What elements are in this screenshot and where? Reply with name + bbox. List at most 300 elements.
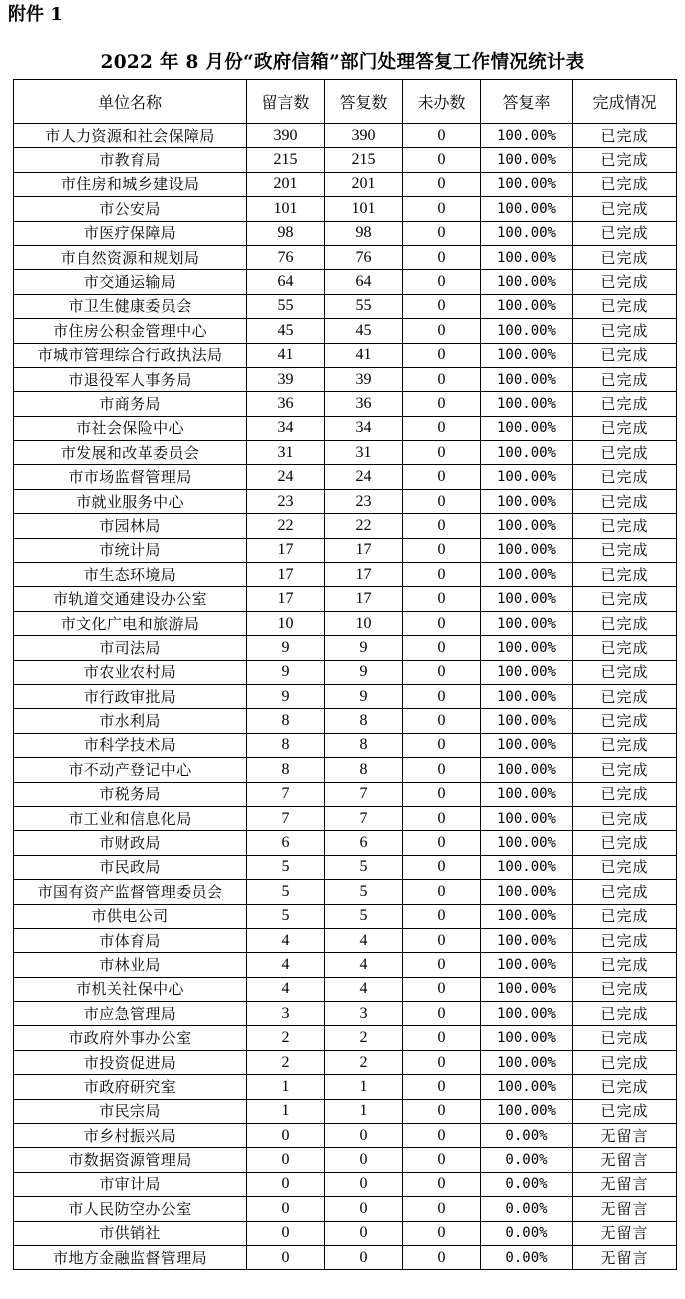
cell-unit-name: 市应急管理局 (14, 1002, 247, 1026)
cell-reply-rate: 100.00% (481, 928, 573, 952)
cell-pending-count: 0 (403, 245, 481, 269)
cell-status: 已完成 (573, 416, 677, 440)
cell-pending-count: 0 (403, 709, 481, 733)
cell-unit-name: 市财政局 (14, 831, 247, 855)
cell-reply-rate: 100.00% (481, 538, 573, 562)
cell-reply-rate: 100.00% (481, 465, 573, 489)
cell-pending-count: 0 (403, 855, 481, 879)
cell-pending-count: 0 (403, 343, 481, 367)
cell-message-count: 22 (247, 514, 325, 538)
cell-reply-count: 0 (325, 1148, 403, 1172)
cell-reply-count: 55 (325, 294, 403, 318)
cell-reply-count: 9 (325, 636, 403, 660)
table-row (14, 416, 677, 440)
cell-message-count: 6 (247, 831, 325, 855)
table-row (14, 319, 677, 343)
cell-reply-count: 8 (325, 758, 403, 782)
cell-reply-rate: 100.00% (481, 416, 573, 440)
cell-status: 无留言 (573, 1124, 677, 1148)
cell-pending-count: 0 (403, 1099, 481, 1123)
cell-unit-name: 市国有资产监督管理委员会 (14, 880, 247, 904)
table-row (14, 563, 677, 587)
cell-message-count: 5 (247, 855, 325, 879)
cell-reply-count: 39 (325, 367, 403, 391)
cell-pending-count: 0 (403, 733, 481, 757)
cell-reply-rate: 100.00% (481, 245, 573, 269)
cell-pending-count: 0 (403, 1148, 481, 1172)
cell-reply-rate: 100.00% (481, 514, 573, 538)
table-row (14, 441, 677, 465)
cell-message-count: 0 (247, 1172, 325, 1196)
cell-message-count: 215 (247, 148, 325, 172)
cell-unit-name: 市发展和改革委员会 (14, 441, 247, 465)
cell-unit-name: 市人力资源和社会保障局 (14, 124, 247, 148)
cell-reply-rate: 100.00% (481, 319, 573, 343)
table-row (14, 880, 677, 904)
cell-reply-rate: 100.00% (481, 709, 573, 733)
cell-status: 已完成 (573, 758, 677, 782)
cell-unit-name: 市审计局 (14, 1172, 247, 1196)
cell-reply-rate: 100.00% (481, 563, 573, 587)
cell-unit-name: 市人民防空办公室 (14, 1197, 247, 1221)
table-row (14, 1002, 677, 1026)
cell-status: 已完成 (573, 367, 677, 391)
cell-message-count: 34 (247, 416, 325, 440)
cell-status: 已完成 (573, 904, 677, 928)
cell-status: 已完成 (573, 197, 677, 221)
cell-reply-rate: 0.00% (481, 1221, 573, 1245)
cell-unit-name: 市自然资源和规划局 (14, 245, 247, 269)
table-row (14, 124, 677, 148)
table-row (14, 245, 677, 269)
cell-reply-count: 24 (325, 465, 403, 489)
cell-message-count: 8 (247, 733, 325, 757)
table-row (14, 855, 677, 879)
cell-status: 无留言 (573, 1197, 677, 1221)
cell-status: 已完成 (573, 294, 677, 318)
cell-reply-count: 10 (325, 611, 403, 635)
cell-unit-name: 市卫生健康委员会 (14, 294, 247, 318)
cell-status: 已完成 (573, 1075, 677, 1099)
cell-reply-count: 23 (325, 489, 403, 513)
cell-unit-name: 市供电公司 (14, 904, 247, 928)
cell-reply-count: 2 (325, 1026, 403, 1050)
table-row (14, 489, 677, 513)
table-row (14, 1197, 677, 1221)
cell-reply-count: 4 (325, 928, 403, 952)
cell-unit-name: 市社会保险中心 (14, 416, 247, 440)
column-header-messages: 留言数 (247, 80, 325, 124)
cell-pending-count: 0 (403, 465, 481, 489)
table-row (14, 709, 677, 733)
table-row (14, 758, 677, 782)
cell-message-count: 17 (247, 563, 325, 587)
cell-unit-name: 市轨道交通建设办公室 (14, 587, 247, 611)
cell-reply-count: 41 (325, 343, 403, 367)
cell-unit-name: 市退役军人事务局 (14, 367, 247, 391)
cell-unit-name: 市民政局 (14, 855, 247, 879)
cell-reply-count: 64 (325, 270, 403, 294)
cell-reply-rate: 100.00% (481, 733, 573, 757)
cell-message-count: 7 (247, 806, 325, 830)
cell-message-count: 76 (247, 245, 325, 269)
cell-reply-count: 45 (325, 319, 403, 343)
table-row (14, 1026, 677, 1050)
cell-status: 已完成 (573, 855, 677, 879)
cell-status: 已完成 (573, 270, 677, 294)
cell-reply-rate: 0.00% (481, 1172, 573, 1196)
cell-reply-rate: 100.00% (481, 221, 573, 245)
cell-message-count: 9 (247, 684, 325, 708)
cell-reply-rate: 100.00% (481, 172, 573, 196)
cell-message-count: 0 (247, 1197, 325, 1221)
cell-pending-count: 0 (403, 977, 481, 1001)
cell-unit-name: 市农业农村局 (14, 660, 247, 684)
cell-reply-rate: 0.00% (481, 1245, 573, 1269)
cell-reply-count: 0 (325, 1221, 403, 1245)
cell-pending-count: 0 (403, 904, 481, 928)
cell-reply-count: 76 (325, 245, 403, 269)
cell-pending-count: 0 (403, 221, 481, 245)
cell-reply-count: 1 (325, 1075, 403, 1099)
cell-status: 已完成 (573, 538, 677, 562)
cell-reply-rate: 100.00% (481, 1075, 573, 1099)
cell-pending-count: 0 (403, 587, 481, 611)
cell-reply-rate: 100.00% (481, 684, 573, 708)
table-row (14, 1148, 677, 1172)
cell-reply-count: 5 (325, 855, 403, 879)
cell-status: 已完成 (573, 806, 677, 830)
table-row (14, 1075, 677, 1099)
cell-pending-count: 0 (403, 1172, 481, 1196)
cell-pending-count: 0 (403, 197, 481, 221)
cell-pending-count: 0 (403, 441, 481, 465)
cell-reply-count: 215 (325, 148, 403, 172)
cell-reply-count: 17 (325, 563, 403, 587)
cell-pending-count: 0 (403, 392, 481, 416)
column-header-pending: 未办数 (403, 80, 481, 124)
table-row (14, 221, 677, 245)
cell-reply-count: 201 (325, 172, 403, 196)
cell-reply-rate: 100.00% (481, 636, 573, 660)
cell-message-count: 9 (247, 636, 325, 660)
cell-message-count: 98 (247, 221, 325, 245)
cell-message-count: 64 (247, 270, 325, 294)
cell-status: 已完成 (573, 782, 677, 806)
cell-message-count: 8 (247, 709, 325, 733)
cell-status: 已完成 (573, 1099, 677, 1123)
cell-unit-name: 市税务局 (14, 782, 247, 806)
cell-reply-rate: 100.00% (481, 806, 573, 830)
column-header-replies: 答复数 (325, 80, 403, 124)
cell-reply-rate: 100.00% (481, 441, 573, 465)
cell-message-count: 41 (247, 343, 325, 367)
table-row (14, 1221, 677, 1245)
cell-pending-count: 0 (403, 124, 481, 148)
cell-unit-name: 市政府研究室 (14, 1075, 247, 1099)
cell-reply-count: 17 (325, 587, 403, 611)
cell-message-count: 1 (247, 1099, 325, 1123)
cell-reply-count: 6 (325, 831, 403, 855)
cell-status: 已完成 (573, 953, 677, 977)
cell-message-count: 10 (247, 611, 325, 635)
cell-message-count: 17 (247, 587, 325, 611)
cell-message-count: 31 (247, 441, 325, 465)
cell-pending-count: 0 (403, 319, 481, 343)
cell-reply-count: 0 (325, 1197, 403, 1221)
cell-unit-name: 市民宗局 (14, 1099, 247, 1123)
cell-status: 已完成 (573, 831, 677, 855)
cell-message-count: 17 (247, 538, 325, 562)
cell-pending-count: 0 (403, 1245, 481, 1269)
cell-unit-name: 市住房公积金管理中心 (14, 319, 247, 343)
cell-pending-count: 0 (403, 831, 481, 855)
cell-pending-count: 0 (403, 1050, 481, 1074)
cell-pending-count: 0 (403, 782, 481, 806)
cell-reply-count: 98 (325, 221, 403, 245)
column-header-status: 完成情况 (573, 80, 677, 124)
statistics-table (13, 79, 677, 1270)
cell-status: 无留言 (573, 1245, 677, 1269)
cell-unit-name: 市就业服务中心 (14, 489, 247, 513)
cell-reply-rate: 100.00% (481, 1050, 573, 1074)
cell-message-count: 45 (247, 319, 325, 343)
cell-status: 已完成 (573, 172, 677, 196)
cell-reply-rate: 100.00% (481, 953, 573, 977)
table-row (14, 831, 677, 855)
table-row (14, 343, 677, 367)
cell-status: 已完成 (573, 392, 677, 416)
table-row (14, 465, 677, 489)
cell-message-count: 0 (247, 1245, 325, 1269)
table-row (14, 148, 677, 172)
cell-reply-count: 7 (325, 806, 403, 830)
cell-message-count: 36 (247, 392, 325, 416)
cell-pending-count: 0 (403, 367, 481, 391)
table-row (14, 977, 677, 1001)
table-row (14, 660, 677, 684)
cell-reply-count: 7 (325, 782, 403, 806)
cell-pending-count: 0 (403, 1124, 481, 1148)
cell-reply-rate: 100.00% (481, 1099, 573, 1123)
cell-status: 已完成 (573, 148, 677, 172)
cell-reply-rate: 0.00% (481, 1197, 573, 1221)
cell-unit-name: 市投资促进局 (14, 1050, 247, 1074)
cell-reply-count: 0 (325, 1124, 403, 1148)
table-row (14, 928, 677, 952)
cell-status: 已完成 (573, 245, 677, 269)
cell-pending-count: 0 (403, 758, 481, 782)
table-row (14, 392, 677, 416)
cell-message-count: 8 (247, 758, 325, 782)
cell-unit-name: 市医疗保障局 (14, 221, 247, 245)
table-row (14, 587, 677, 611)
cell-status: 已完成 (573, 709, 677, 733)
cell-status: 已完成 (573, 587, 677, 611)
cell-unit-name: 市商务局 (14, 392, 247, 416)
cell-status: 已完成 (573, 489, 677, 513)
table-row (14, 538, 677, 562)
cell-reply-count: 390 (325, 124, 403, 148)
cell-reply-count: 36 (325, 392, 403, 416)
cell-status: 已完成 (573, 1050, 677, 1074)
cell-reply-rate: 100.00% (481, 831, 573, 855)
cell-unit-name: 市供销社 (14, 1221, 247, 1245)
cell-message-count: 5 (247, 904, 325, 928)
cell-pending-count: 0 (403, 684, 481, 708)
cell-reply-rate: 100.00% (481, 124, 573, 148)
table-row (14, 806, 677, 830)
cell-reply-rate: 100.00% (481, 1002, 573, 1026)
cell-status: 已完成 (573, 514, 677, 538)
cell-status: 已完成 (573, 684, 677, 708)
cell-message-count: 0 (247, 1124, 325, 1148)
cell-reply-count: 2 (325, 1050, 403, 1074)
cell-pending-count: 0 (403, 416, 481, 440)
cell-reply-rate: 100.00% (481, 367, 573, 391)
cell-message-count: 0 (247, 1221, 325, 1245)
cell-pending-count: 0 (403, 806, 481, 830)
cell-status: 已完成 (573, 465, 677, 489)
table-row (14, 733, 677, 757)
table-row (14, 172, 677, 196)
cell-status: 已完成 (573, 611, 677, 635)
cell-unit-name: 市园林局 (14, 514, 247, 538)
cell-unit-name: 市住房和城乡建设局 (14, 172, 247, 196)
cell-unit-name: 市机关社保中心 (14, 977, 247, 1001)
cell-message-count: 0 (247, 1148, 325, 1172)
cell-status: 已完成 (573, 660, 677, 684)
cell-reply-count: 22 (325, 514, 403, 538)
cell-reply-count: 0 (325, 1172, 403, 1196)
cell-unit-name: 市林业局 (14, 953, 247, 977)
cell-reply-count: 17 (325, 538, 403, 562)
cell-reply-rate: 100.00% (481, 660, 573, 684)
cell-unit-name: 市教育局 (14, 148, 247, 172)
cell-status: 无留言 (573, 1221, 677, 1245)
cell-message-count: 55 (247, 294, 325, 318)
cell-reply-count: 9 (325, 660, 403, 684)
cell-pending-count: 0 (403, 172, 481, 196)
cell-pending-count: 0 (403, 1075, 481, 1099)
cell-reply-rate: 100.00% (481, 1026, 573, 1050)
cell-unit-name: 市水利局 (14, 709, 247, 733)
table-row (14, 636, 677, 660)
cell-status: 已完成 (573, 319, 677, 343)
cell-unit-name: 市公安局 (14, 197, 247, 221)
cell-unit-name: 市乡村振兴局 (14, 1124, 247, 1148)
cell-reply-rate: 100.00% (481, 587, 573, 611)
cell-pending-count: 0 (403, 563, 481, 587)
cell-message-count: 39 (247, 367, 325, 391)
cell-reply-rate: 100.00% (481, 148, 573, 172)
cell-reply-count: 5 (325, 904, 403, 928)
cell-status: 已完成 (573, 928, 677, 952)
cell-reply-count: 4 (325, 953, 403, 977)
cell-pending-count: 0 (403, 1197, 481, 1221)
cell-reply-count: 8 (325, 733, 403, 757)
cell-unit-name: 市市场监督管理局 (14, 465, 247, 489)
header-row (14, 80, 677, 124)
table-row (14, 1124, 677, 1148)
cell-reply-rate: 100.00% (481, 782, 573, 806)
cell-pending-count: 0 (403, 1002, 481, 1026)
cell-unit-name: 市统计局 (14, 538, 247, 562)
cell-message-count: 101 (247, 197, 325, 221)
table-row (14, 270, 677, 294)
cell-pending-count: 0 (403, 294, 481, 318)
table-row (14, 782, 677, 806)
cell-reply-count: 9 (325, 684, 403, 708)
cell-message-count: 201 (247, 172, 325, 196)
cell-unit-name: 市地方金融监督管理局 (14, 1245, 247, 1269)
table-row (14, 514, 677, 538)
cell-unit-name: 市政府外事办公室 (14, 1026, 247, 1050)
cell-status: 已完成 (573, 733, 677, 757)
cell-unit-name: 市体育局 (14, 928, 247, 952)
cell-reply-count: 1 (325, 1099, 403, 1123)
cell-pending-count: 0 (403, 1026, 481, 1050)
table-row (14, 367, 677, 391)
table-row (14, 611, 677, 635)
cell-reply-count: 0 (325, 1245, 403, 1269)
cell-reply-count: 34 (325, 416, 403, 440)
cell-reply-rate: 100.00% (481, 270, 573, 294)
cell-reply-count: 4 (325, 977, 403, 1001)
cell-reply-rate: 100.00% (481, 855, 573, 879)
table-row (14, 1099, 677, 1123)
cell-reply-count: 101 (325, 197, 403, 221)
cell-message-count: 5 (247, 880, 325, 904)
cell-reply-rate: 100.00% (481, 392, 573, 416)
column-header-unit: 单位名称 (14, 80, 247, 124)
cell-pending-count: 0 (403, 928, 481, 952)
cell-status: 已完成 (573, 977, 677, 1001)
cell-pending-count: 0 (403, 538, 481, 562)
cell-pending-count: 0 (403, 148, 481, 172)
cell-status: 已完成 (573, 221, 677, 245)
cell-message-count: 2 (247, 1026, 325, 1050)
cell-reply-rate: 100.00% (481, 977, 573, 1001)
cell-reply-rate: 100.00% (481, 489, 573, 513)
cell-pending-count: 0 (403, 880, 481, 904)
cell-unit-name: 市工业和信息化局 (14, 806, 247, 830)
table-row (14, 1050, 677, 1074)
cell-unit-name: 市生态环境局 (14, 563, 247, 587)
cell-message-count: 24 (247, 465, 325, 489)
cell-unit-name: 市不动产登记中心 (14, 758, 247, 782)
cell-message-count: 9 (247, 660, 325, 684)
cell-pending-count: 0 (403, 636, 481, 660)
table-row (14, 904, 677, 928)
table-row (14, 684, 677, 708)
cell-pending-count: 0 (403, 611, 481, 635)
cell-reply-rate: 0.00% (481, 1124, 573, 1148)
cell-pending-count: 0 (403, 489, 481, 513)
cell-message-count: 23 (247, 489, 325, 513)
cell-message-count: 4 (247, 977, 325, 1001)
cell-unit-name: 市科学技术局 (14, 733, 247, 757)
cell-reply-rate: 100.00% (481, 197, 573, 221)
cell-unit-name: 市数据资源管理局 (14, 1148, 247, 1172)
cell-status: 已完成 (573, 1002, 677, 1026)
cell-unit-name: 市文化广电和旅游局 (14, 611, 247, 635)
cell-pending-count: 0 (403, 270, 481, 294)
cell-status: 已完成 (573, 441, 677, 465)
cell-reply-rate: 100.00% (481, 758, 573, 782)
cell-reply-count: 8 (325, 709, 403, 733)
attachment-label: 附件 1 (8, 4, 63, 25)
